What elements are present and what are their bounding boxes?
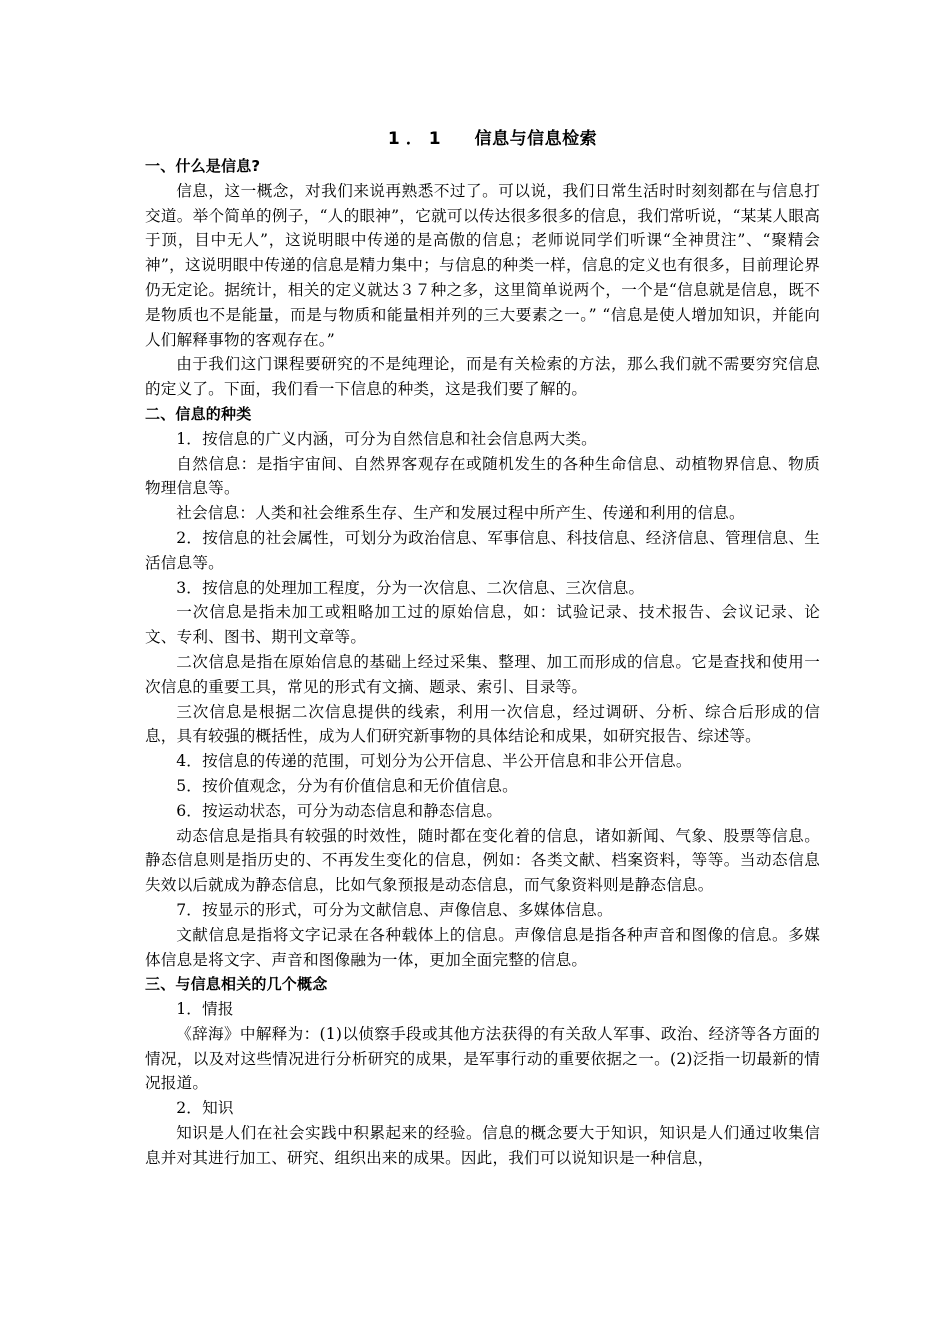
paragraph: 一次信息是指未加工或粗略加工过的原始信息，如：试验记录、技术报告、会议记录、论文、专利、图书、期刊文章等。 <box>145 603 820 647</box>
paragraph: 4．按信息的传递的范围，可划分为公开信息、半公开信息和非公开信息。 <box>176 752 692 771</box>
paragraph: 二次信息是指在原始信息的基础上经过采集、整理、加工而形成的信息。它是查找和使用一次信息的重要工具，常见的形式有文摘、题录、索引、目录等。 <box>145 652 820 696</box>
paragraph: 1．情报 <box>176 1000 234 1019</box>
paragraph: 5．按价值观念，分为有价值信息和无价值信息。 <box>176 776 518 795</box>
page-title <box>145 124 820 154</box>
paragraph: 2．按信息的社会属性，可划分为政治信息、军事信息、科技信息、经济信息、管理信息、生活信息等。 <box>145 528 820 572</box>
section-heading: 二、信息的种类 <box>145 404 252 423</box>
document-body <box>145 124 820 1171</box>
paragraph: 信息，这一概念，对我们来说再熟悉不过了。可以说，我们日常生活时时刻刻都在与信息打交道。举个简单的例子，“人的眼神”，它就可以传达很多很多的信息，我们常听说，“某某人眼高于顶，目中无人”，这说明眼中传递的是高傲的信息；老师说同学们听课“全神贯注”、“聚精会神”，这说明眼中传递的信息是精力集中；与信息的种类一样，信息的定义也有很多，目前理论界仍无定论。据统计，相关的定义就达３７种之多，这里简单说两个，一个是“信息就是信息，既不是物质也不是能量，而是与物质和能量相并列的三大要素之一。” “信息是使人增加知识，并能向人们解释事物的客观存在。” <box>145 181 820 349</box>
section-title-text: 信息与信息检索 <box>474 129 598 149</box>
paragraph: 3．按信息的处理加工程度，分为一次信息、二次信息、三次信息。 <box>176 578 645 597</box>
paragraph: 自然信息：是指宇宙间、自然界客观存在或随机发生的各种生命信息、动植物界信息、物质物理信息等。 <box>145 454 820 498</box>
paragraph: 1．按信息的广义内涵，可分为自然信息和社会信息两大类。 <box>176 429 597 448</box>
paragraph: 社会信息：人类和社会维系生存、生产和发展过程中所产生、传递和利用的信息。 <box>176 504 745 523</box>
paragraph: 由于我们这门课程要研究的不是纯理论，而是有关检索的方法，那么我们就不需要穷究信息的定义了。下面，我们看一下信息的种类，这是我们要了解的。 <box>145 355 820 399</box>
paragraph: 2．知识 <box>176 1099 234 1118</box>
paragraph: 《辞海》中解释为：(1)以侦察手段或其他方法获得的有关敌人军事、政治、经济等各方面的情况，以及对这些情况进行分析研究的成果，是军事行动的重要依据之一。(2)泛指一切最新的情况报道。 <box>145 1024 820 1093</box>
paragraph: 7．按显示的形式，可分为文献信息、声像信息、多媒体信息。 <box>176 900 613 919</box>
paragraph: 6．按运动状态，可分为动态信息和静态信息。 <box>176 801 503 820</box>
paragraph: 动态信息是指具有较强的时效性，随时都在变化着的信息，诸如新闻、气象、股票等信息。静态信息则是指历史的、不再发生变化的信息，例如：各类文献、档案资料，等等。当动态信息失效以后就成为静态信息，比如气象预报是动态信息，而气象资料则是静态信息。 <box>145 826 820 895</box>
paragraph: 文献信息是指将文字记录在各种载体上的信息。声像信息是指各种声音和图像的信息。多媒体信息是将文字、声音和图像融为一体，更加全面完整的信息。 <box>145 925 820 969</box>
section-number: 1．1 <box>387 129 447 149</box>
paragraph: 三次信息是根据二次信息提供的线索，利用一次信息，经过调研、分析、综合后形成的信息，具有较强的概括性，成为人们研究新事物的具体结论和成果，如研究报告、综述等。 <box>145 702 820 746</box>
paragraph: 知识是人们在社会实践中积累起来的经验。信息的概念要大于知识，知识是人们通过收集信息并对其进行加工、研究、组织出来的成果。因此，我们可以说知识是一种信息， <box>145 1124 820 1167</box>
section-heading: 三、与信息相关的几个概念 <box>145 975 328 994</box>
section-heading: 一、什么是信息? <box>145 157 261 175</box>
document-blocks <box>145 154 820 1171</box>
